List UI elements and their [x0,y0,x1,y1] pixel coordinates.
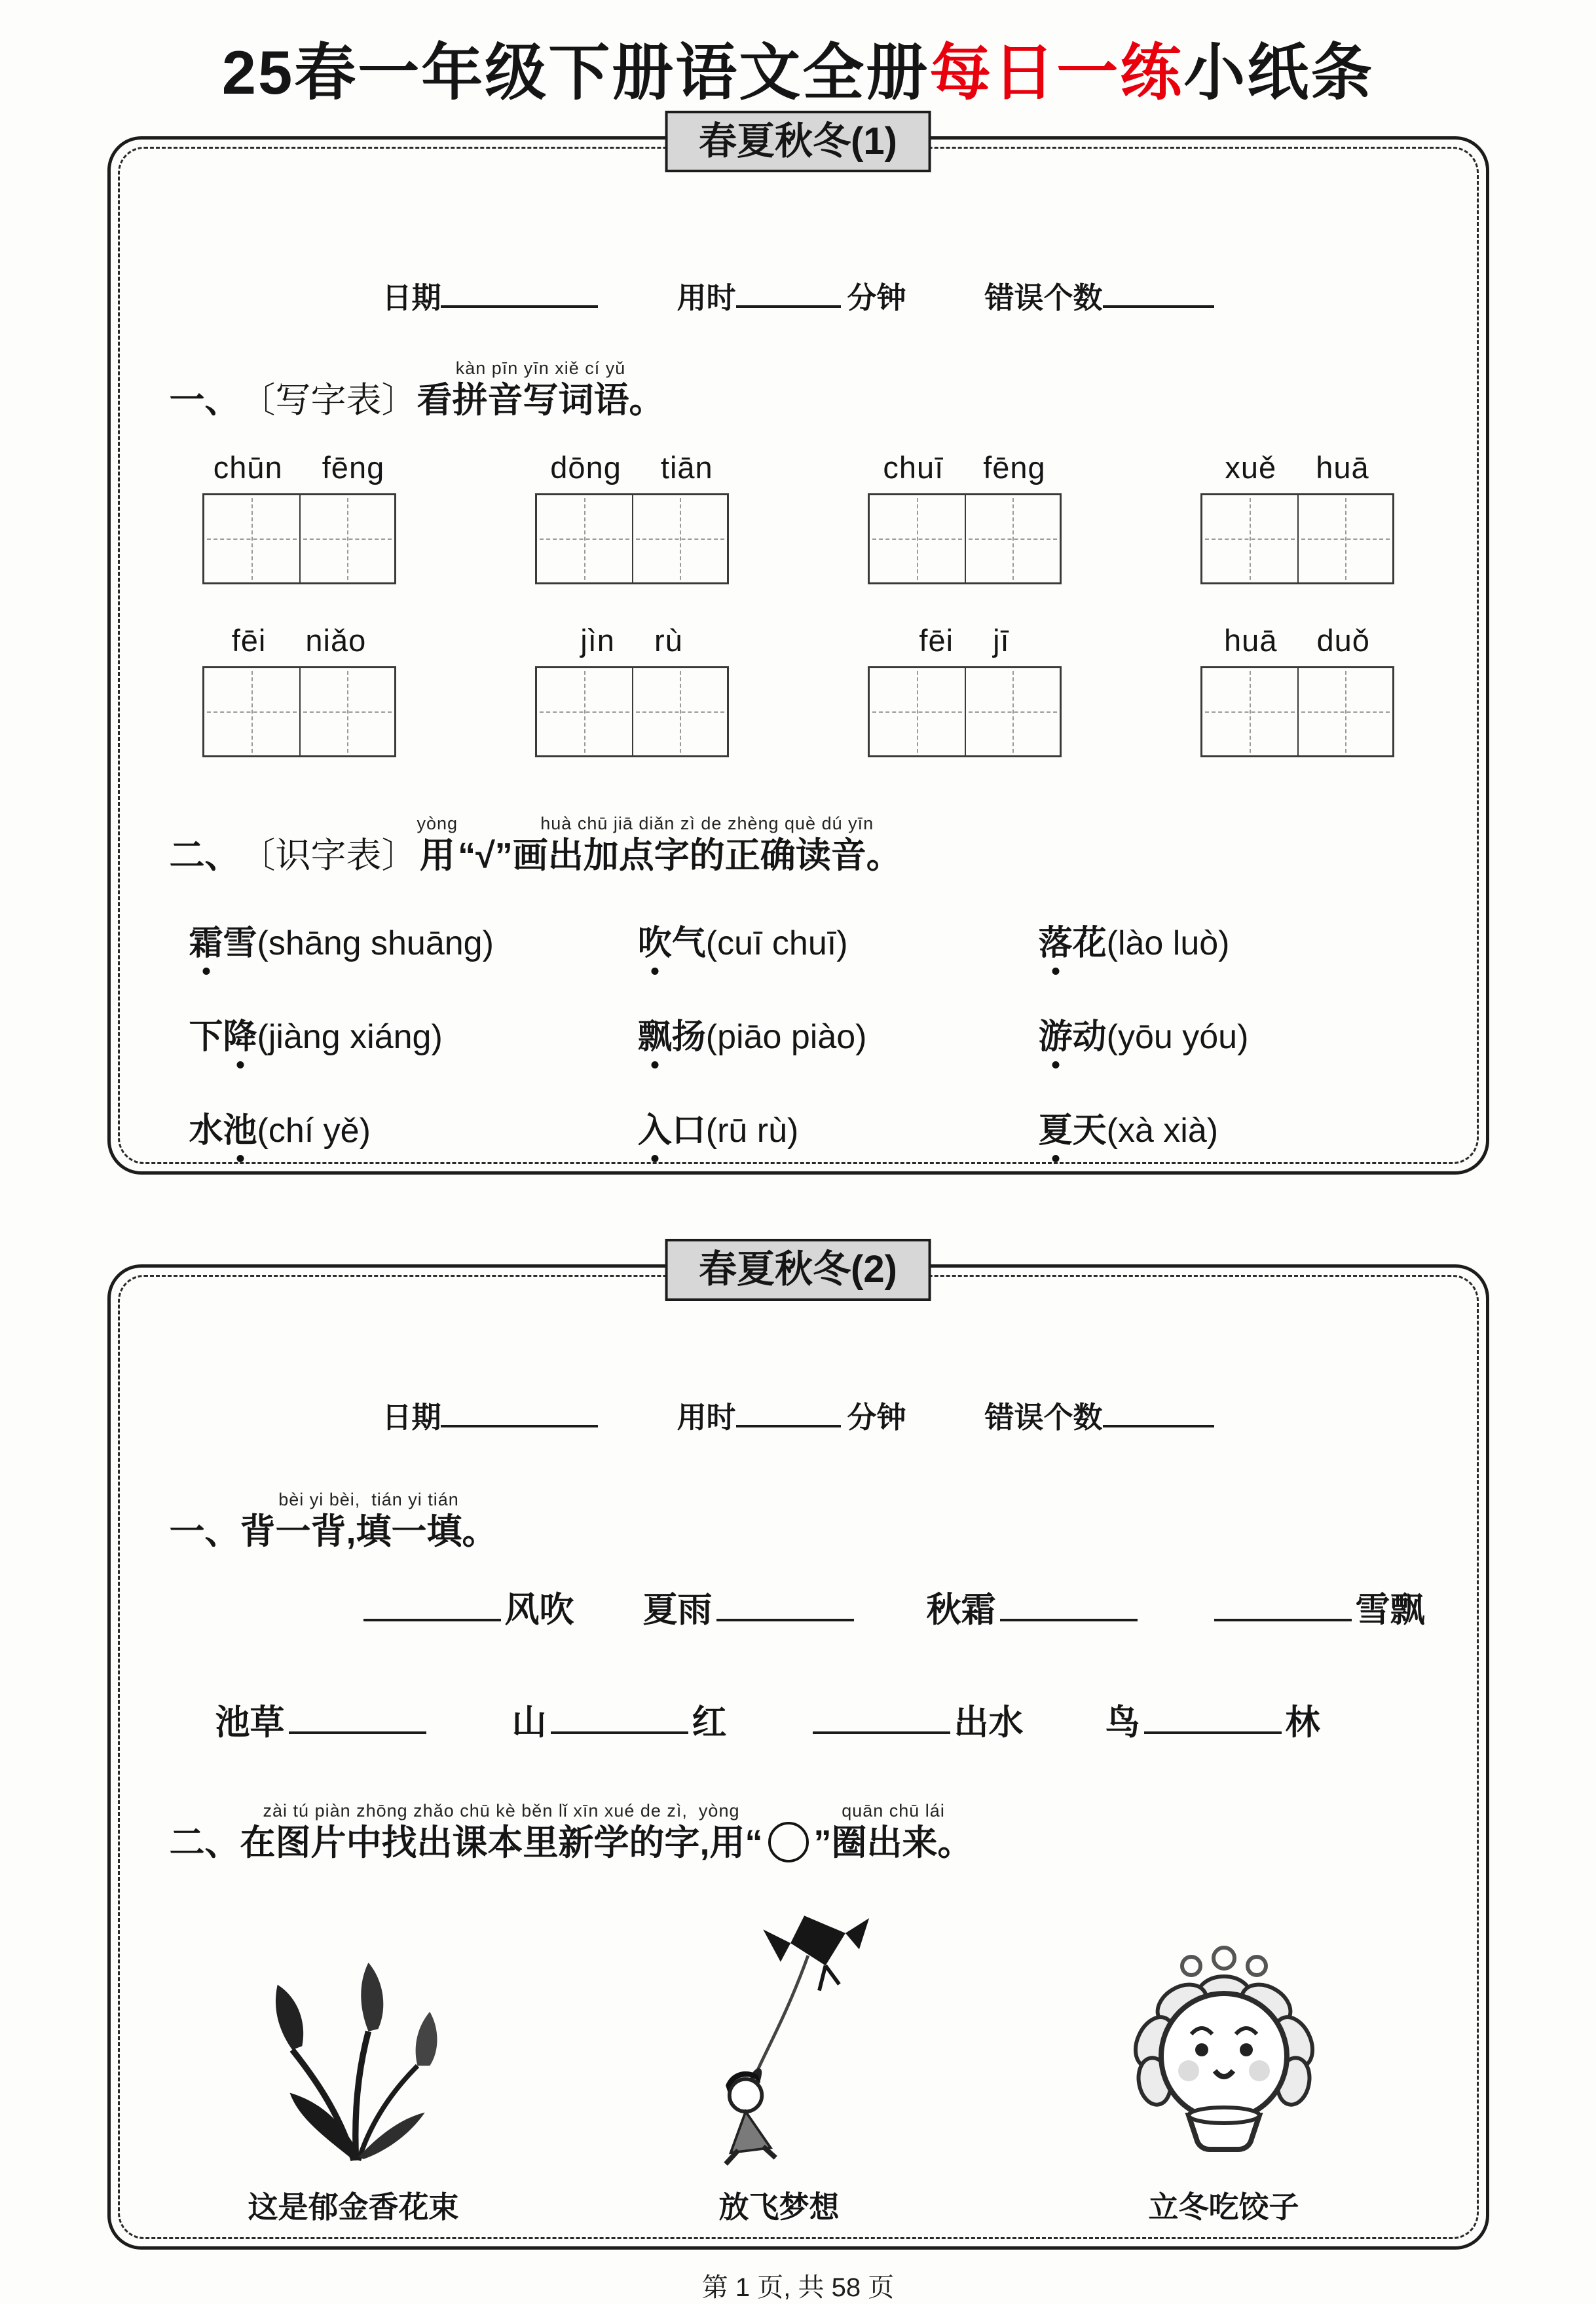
item-dotted-char: 霜 [189,915,223,964]
figure-tulip [248,1932,459,2227]
fill-text: 风吹 [504,1591,574,1630]
minutes-label: 分钟 [847,280,906,314]
item-dotted-char: 降 [223,1009,257,1058]
minutes-label: 分钟 [847,1401,906,1435]
writing-grid [868,493,1062,584]
fill-text: 林 [1285,1703,1320,1743]
fill-text: 夏雨 [642,1591,713,1630]
page-number: 第 1 页, 共 58 页 [701,2273,895,2302]
grid-cell [1202,495,1297,582]
section-2-number: 二、 [169,836,240,876]
pinyin-word-label: chūn fēng [213,449,385,485]
pinyin-word-label: fēi jī [919,622,1010,658]
use-word-pinyin: yòng [417,813,458,833]
section-2-heading [170,1800,1427,1863]
writing-words-row-2 [170,622,1427,757]
instruction-text-2: ”圈出来。 [813,1823,973,1863]
item-dotted-char: 入 [638,1103,672,1152]
grid-cell [299,668,394,755]
instruction-text-1: 在图片中找出课本里新学的字,用“ [240,1823,763,1863]
section-1-number: 一、 [169,1512,240,1552]
grid-cell [965,495,1060,582]
time-blank-line [736,278,841,308]
time-field [677,274,906,316]
pinyin-word-label: huā duǒ [1224,622,1370,658]
fill-text: 红 [692,1703,727,1743]
answer-blank-line [1144,1699,1282,1734]
pronunciation-item [1039,915,1407,964]
grid-cell [1297,668,1392,755]
errors-field [985,274,1214,316]
title-highlight: 每日一练 [929,38,1184,107]
time-label: 用时 [677,1401,736,1435]
item-options: (yōu yóu) [1106,1018,1249,1057]
section-1-heading [170,357,1427,421]
fill-segment [360,1582,574,1632]
writing-table-bracket: 〔写字表〕 [240,380,417,420]
item-word-post: 气 [671,924,706,963]
date-field [382,274,598,316]
section-1-title: 背一背,填一填。 [240,1512,498,1552]
answer-blank-line [551,1699,688,1734]
item-word-post: 花 [1072,924,1107,963]
writing-grid [1200,493,1394,584]
writing-words-row-1 [170,449,1427,584]
instruction-pinyin: huà chū jiā diǎn zì de zhèng què dú yīn [540,813,874,833]
meta-row [170,1393,1427,1436]
fill-segment [512,1695,727,1745]
word-block [202,622,396,757]
errors-blank-line [1103,1398,1214,1427]
pronunciation-item [189,1103,638,1152]
recognition-table-bracket: 〔识字表〕 [240,836,417,876]
fill-text: 出水 [954,1703,1024,1743]
item-word-post: 口 [671,1112,706,1150]
section-2-heading [170,812,1427,876]
pinyin-word-label: jìn rù [580,622,683,658]
fill-segment [215,1695,430,1745]
item-word-post: 扬 [671,1018,706,1057]
pronunciation-item [189,915,638,964]
grid-cell [632,495,727,582]
time-label: 用时 [677,280,736,314]
title-part-2: 小纸条 [1183,38,1375,107]
item-word-post: 天 [1072,1112,1107,1150]
word-block [868,449,1062,584]
grid-cell [1297,495,1392,582]
item-options: (lào luò) [1106,924,1230,963]
pinyin-word-label: chuī fēng [883,449,1046,485]
item-options: (piāo piào) [705,1018,867,1057]
answer-blank-line [716,1587,854,1621]
pronunciation-item [1039,1103,1407,1152]
tulip-bouquet-icon [255,1932,452,2168]
item-dotted-char: 吹 [638,915,672,964]
pronunciation-item [1039,1009,1407,1058]
pinyin-word-label: dōng tiān [550,449,713,485]
fill-in-row-2 [170,1695,1427,1745]
item-word-pre: 下 [189,1018,223,1057]
date-field [382,1393,598,1436]
fill-text: 鸟 [1105,1703,1140,1743]
worksheet-1-title-tab: 春夏秋冬(1) [665,111,931,173]
writing-grid [202,666,396,757]
fill-segment [1210,1582,1425,1632]
writing-grid [535,666,729,757]
figure-kite [684,1906,874,2227]
time-field [677,1393,906,1436]
answer-blank-line [813,1699,950,1734]
fill-segment [809,1695,1024,1745]
item-dotted-char: 落 [1039,915,1073,964]
grid-cell [1202,668,1297,755]
date-label: 日期 [382,280,441,314]
word-block [1200,622,1394,757]
item-dotted-char: 夏 [1039,1103,1073,1152]
date-label: 日期 [382,1401,441,1435]
fill-text: 山 [511,1703,547,1743]
use-word-text: 用 [419,836,455,876]
grid-cell [204,668,299,755]
figure-caption: 放飞梦想 [718,2189,840,2224]
grid-cell [870,668,965,755]
pronunciation-item [638,1103,1039,1152]
pronunciation-item [189,1009,638,1058]
fill-text: 池草 [215,1703,285,1743]
grid-cell [299,495,394,582]
writing-grid [1200,666,1394,757]
item-dotted-char: 游 [1039,1009,1073,1058]
writing-grid [868,666,1062,757]
errors-label: 错误个数 [984,280,1103,314]
section-1-number: 一、 [169,380,240,420]
section-1-pinyin: bèi yi bèi, tián yi tián [278,1490,459,1510]
grid-cell [965,668,1060,755]
worksheet-2-title-tab: 春夏秋冬(2) [665,1239,931,1301]
circle-mark-icon [768,1822,809,1862]
lion-eating-dumplings-icon [1100,1945,1348,2168]
errors-label: 错误个数 [984,1401,1103,1435]
section-1-title-ruby [417,357,665,421]
grid-cell [537,495,632,582]
item-options: (shāng shuāng) [257,924,494,963]
section-1-title: 看拼音写词语。 [417,380,665,420]
date-blank-line [441,1398,598,1427]
item-word-pre: 水 [189,1112,223,1150]
answer-blank-line [289,1699,426,1734]
title-part-1: 25春一年级下册语文全册 [221,38,930,107]
answer-blank-line [1000,1587,1138,1621]
date-blank-line [441,278,598,308]
word-block [535,622,729,757]
item-dotted-char: 池 [223,1103,257,1152]
section-2-number: 二、 [169,1823,240,1863]
item-word-post: 雪 [223,924,257,963]
item-word-post: 动 [1072,1018,1107,1057]
section-1-title-ruby [240,1488,498,1552]
item-options: (rū rù) [705,1112,799,1150]
instruction-ruby-2 [814,1800,973,1863]
instruction-ruby [513,812,902,876]
fill-text: 雪飘 [1355,1591,1425,1630]
instruction-pinyin-1: zài tú piàn zhōng zhǎo chū kè běn lǐ xīn xué de zì, yòng [263,1801,740,1821]
fill-segment [643,1582,858,1632]
figure-lion [1100,1945,1348,2227]
worksheet-box-2 [107,1248,1489,2249]
use-word-ruby [417,812,458,876]
fill-segment [927,1582,1141,1632]
fill-in-row-1 [170,1582,1427,1632]
pinyin-word-label: fēi niǎo [231,622,367,658]
fill-text: 秋霜 [926,1591,996,1630]
grid-cell [537,668,632,755]
pronunciation-items-grid [170,915,1427,1152]
worksheet-box-1 [107,119,1489,1175]
girl-flying-kite-icon [684,1906,874,2168]
item-options: (chí yě) [257,1112,371,1150]
pronunciation-item [638,1009,1039,1058]
item-dotted-char: 飘 [638,1009,672,1058]
figure-caption: 立冬吃饺子 [1148,2189,1299,2224]
item-options: (cuī chuī) [705,924,848,963]
section-1-heading [170,1488,1427,1552]
answer-blank-line [1214,1587,1352,1621]
pronunciation-item [638,915,1039,964]
errors-blank-line [1103,278,1214,308]
writing-grid [535,493,729,584]
answer-blank-line [363,1587,501,1621]
time-blank-line [736,1398,841,1427]
grid-cell [870,495,965,582]
check-mark-quote: “√” [458,836,513,876]
instruction-pinyin-2: quān chū lái [842,1801,945,1821]
pinyin-word-label: xuě huā [1225,449,1369,485]
item-options: (jiàng xiáng) [257,1018,443,1057]
meta-row [170,274,1427,316]
illustrations-row [170,1906,1427,2227]
grid-cell [204,495,299,582]
fill-segment [1105,1695,1320,1745]
word-block [1200,449,1394,584]
errors-field [985,1393,1214,1436]
writing-grid [202,493,396,584]
word-block [202,449,396,584]
item-options: (xà xià) [1106,1112,1219,1150]
grid-cell [632,668,727,755]
figure-caption: 这是郁金香花束 [248,2189,459,2224]
section-1-pinyin: kàn pīn yīn xiě cí yǔ [455,358,626,378]
page-title [0,0,1596,110]
word-block [535,449,729,584]
instruction-ruby-1 [240,1800,763,1863]
instruction-text: 画出加点字的正确读音。 [512,836,902,876]
word-block [868,622,1062,757]
